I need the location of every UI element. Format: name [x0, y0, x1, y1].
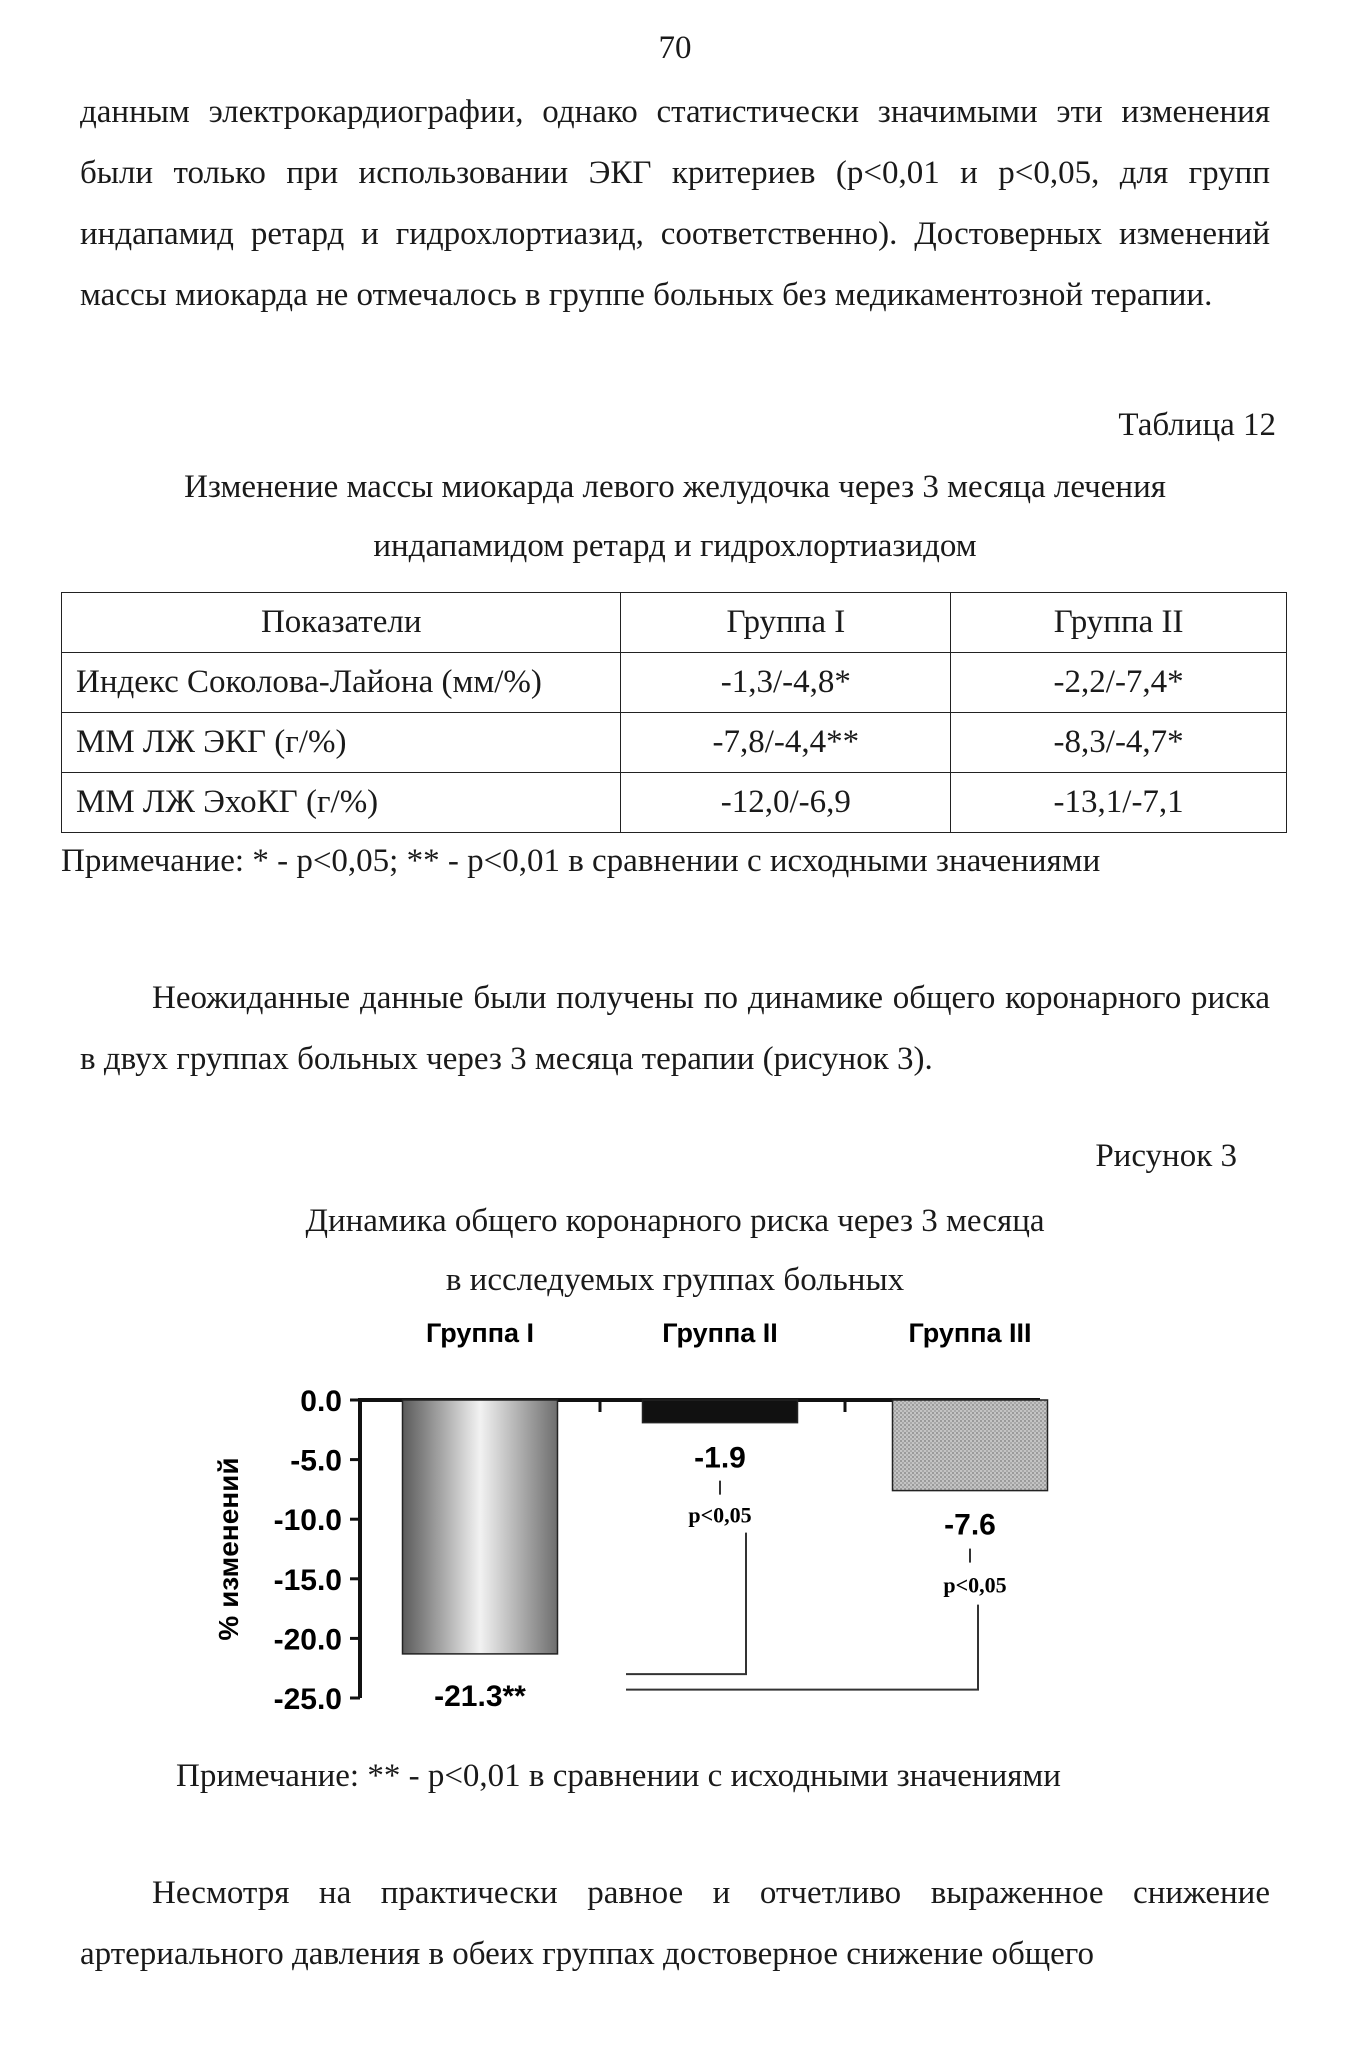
y-tick-label: -25.0 [273, 1683, 342, 1716]
table-cell: -12,0/-6,9 [621, 773, 951, 833]
data-label-group-3: -7.6 [944, 1508, 996, 1542]
y-axis-label: % изменений [213, 1457, 244, 1641]
paragraph-results: Неожиданные данные были получены по динамике общего коронарного риска в двух группах больных через 3 месяца терапии (рисунок 3). [80, 980, 1270, 1077]
figure-label: Рисунок 3 [1095, 1138, 1237, 1174]
table-header-row [62, 593, 1287, 653]
table-cell: -1,3/-4,8* [621, 653, 951, 713]
figure-note: Примечание: ** - p<0,01 в сравнении с исходными значениями [176, 1758, 1061, 1794]
figure-title-line-2: в исследуемых группах больных [445, 1262, 905, 1298]
y-tick-label: -5.0 [290, 1444, 342, 1478]
table-row [62, 713, 1287, 773]
data-label-group-2: -1.9 [694, 1441, 746, 1475]
table-cell: -8,3/-4,7* [951, 713, 1287, 773]
table-row [62, 773, 1287, 833]
table-title [80, 458, 1270, 576]
table-row-label: ММ ЛЖ ЭхоКГ (г/%) [62, 773, 621, 833]
table-cell: -7,8/-4,4** [621, 713, 951, 773]
bar-group-1 [403, 1400, 558, 1654]
category-label: Группа II [662, 1320, 778, 1348]
bar-chart-svg [180, 1320, 1180, 1740]
paragraph-conclusion: Несмотря на практически равное и отчетливо выраженное снижение артериального давления в обеих группах достоверное снижение общего [80, 1875, 1270, 1972]
document-page [61, 0, 1276, 2050]
significance-label-group-3: p<0,05 [943, 1572, 1007, 1598]
table-note: Примечание: * - p<0,05; ** - p<0,01 в сравнении с исходными значениями [61, 843, 1101, 879]
table-cell: -2,2/-7,4* [951, 653, 1287, 713]
table-header-cell: Показатели [62, 593, 621, 653]
y-tick-label: -10.0 [273, 1504, 342, 1538]
table-label: Таблица 12 [1118, 407, 1276, 443]
y-tick-label: -15.0 [273, 1563, 342, 1597]
page-number: 70 [658, 30, 692, 66]
table-header-cell: Группа II [951, 593, 1287, 653]
paragraph-intro: данным электрокардиографии, однако статистически значимыми эти изменения были только при использовании ЭКГ критериев (p<0,01 и p<0,05, для групп индапамид ретард и гидрохлортиазид, соответственно). Достоверных изменений массы миокарда не отмечалось в группе больных без медикаментозной терапии. [80, 94, 1270, 313]
category-label: Группа III [908, 1320, 1032, 1348]
bar-chart [180, 1320, 1180, 1740]
figure-title [80, 1192, 1270, 1310]
data-table [61, 592, 1287, 833]
bar-group-3 [893, 1400, 1048, 1491]
significance-label-group-2: p<0,05 [688, 1502, 752, 1528]
y-tick-label: 0.0 [300, 1385, 342, 1418]
figure-title-line-1: Динамика общего коронарного риска через 3 месяца [305, 1203, 1045, 1239]
table-row [62, 653, 1287, 713]
table-title-line-2: индапамидом ретард и гидрохлортиазидом [373, 528, 977, 564]
table-row-label: Индекс Соколова-Лайона (мм/%) [62, 653, 621, 713]
table-cell: -13,1/-7,1 [951, 773, 1287, 833]
data-label-group-1: -21.3** [434, 1680, 526, 1713]
table-header-cell: Группа I [621, 593, 951, 653]
table-title-line-1: Изменение массы миокарда левого желудочка через 3 месяца лечения [184, 469, 1166, 505]
significance-bracket-group-2 [626, 1533, 746, 1675]
table-row-label: ММ ЛЖ ЭКГ (г/%) [62, 713, 621, 773]
significance-bracket-group-3 [626, 1605, 978, 1690]
y-tick-label: -20.0 [273, 1623, 342, 1657]
category-label: Группа I [425, 1320, 535, 1348]
bar-group-2 [643, 1400, 798, 1423]
